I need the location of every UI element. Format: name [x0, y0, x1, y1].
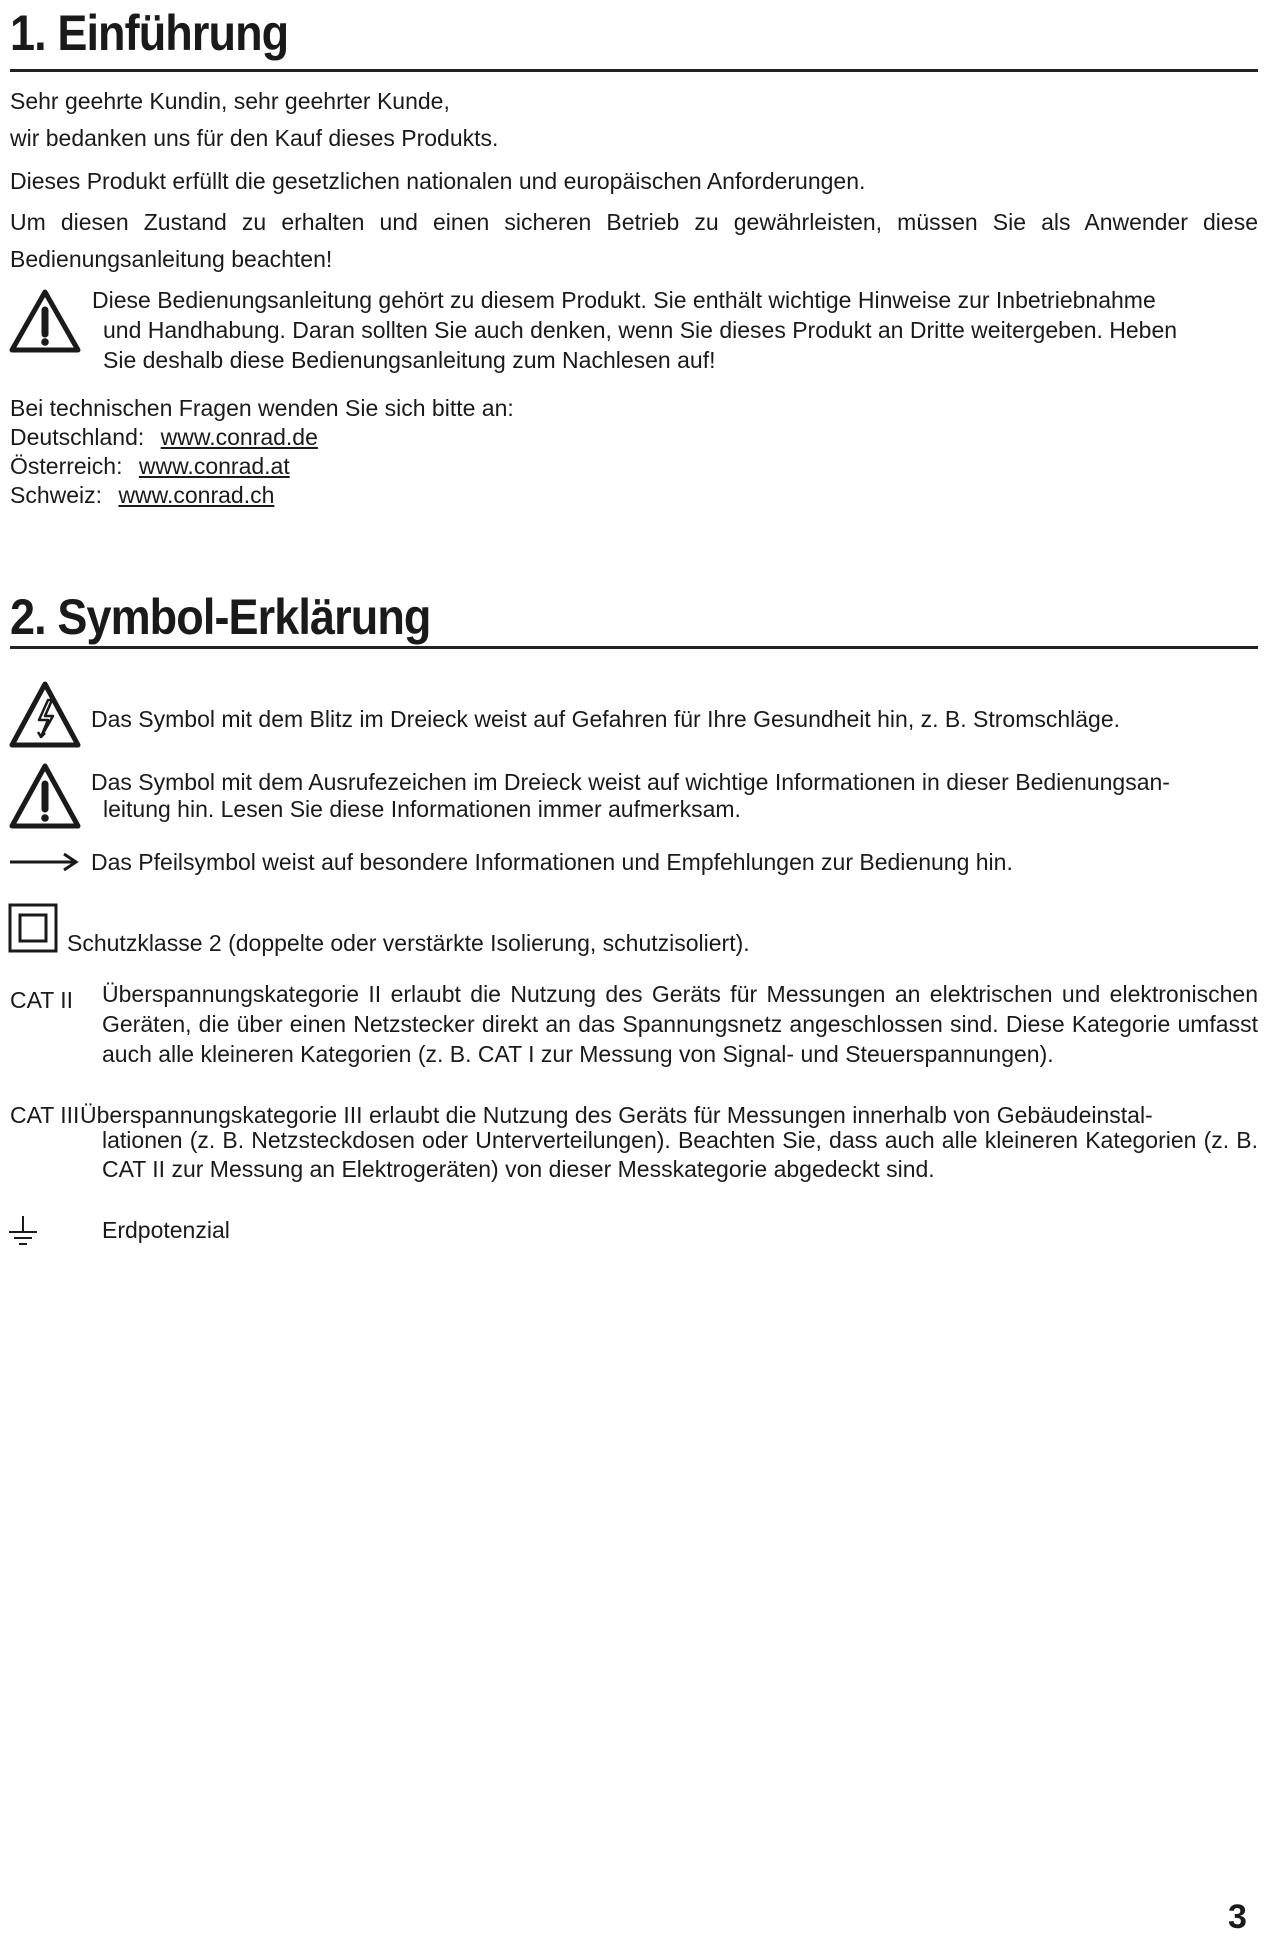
protection-class-text: Schutzklasse 2 (doppelte oder verstärkte Isolierung, schutzisoliert). [67, 930, 750, 956]
warning-line-3: Sie deshalb diese Bedienungsanleitung zum Nachlesen auf! [103, 347, 716, 373]
warning-line-2: und Handhabung. Daran sollten Sie auch denken, wenn Sie dieses Produkt an Dritte weitergeben. Heben [103, 317, 1178, 343]
lightning-text: Das Symbol mit dem Blitz im Dreieck weist auf Gefahren für Ihre Gesundheit hin, z. B. Stromschläge. [91, 706, 1121, 732]
section-2-rule [10, 646, 1258, 649]
cat3-text: lationen (z. B. Netzsteckdosen oder Unterverteilungen). Beachten Sie, dass auch alle kleineren Kategorien (z. B. CAT II zur Messung an Elektrogeräten) von dieser Messkategorie abgedeckt sind. [102, 1127, 1258, 1182]
safety-paragraph: Um diesen Zustand zu erhalten und einen sicheren Betrieb zu gewährleisten, müssen Sie als Anwender diese Bedienungsanleitung beachten! [10, 209, 1258, 272]
greeting: Sehr geehrte Kundin, sehr geehrter Kunde, [10, 88, 450, 114]
contact-url-at[interactable]: www.conrad.at [138, 453, 290, 479]
arrow-right-icon [8, 851, 80, 873]
exclamation-line-2: leitung hin. Lesen Sie diese Informationen immer aufmerksam. [103, 796, 741, 822]
cat2-text: Überspannungskategorie II erlaubt die Nutzung des Geräts für Messungen an elektrischen und elektronischen Geräten, die über einen Netzstecker direkt an das Spannungsnetz angeschlossen sind. Diese Kategorie umfasst auch alle kleineren Kategorien (z. B. CAT I zur Messung von Signal- und Steuerspannungen). [102, 981, 1258, 1067]
section-2-title: 2. Symbol-Erklärung [10, 589, 431, 645]
thanks-line: wir bedanken uns für den Kauf dieses Produkts. [10, 125, 499, 151]
contact-url-ch[interactable]: www.conrad.ch [118, 482, 275, 508]
warning-line-1: Diese Bedienungsanleitung gehört zu diesem Produkt. Sie enthält wichtige Hinweise zur Inbetriebnahme [92, 287, 1156, 313]
section-1-title: 1. Einführung [10, 5, 289, 61]
warning-triangle-icon [8, 288, 82, 354]
exclamation-line-1: Das Symbol mit dem Ausrufezeichen im Dreieck weist auf wichtige Informationen in dieser Bedienungsan- [91, 769, 1170, 795]
compliance-line: Dieses Produkt erfüllt die gesetzlichen nationalen und europäischen Anforderungen. [10, 168, 866, 194]
ground-icon [8, 1214, 38, 1248]
arrow-text: Das Pfeilsymbol weist auf besondere Informationen und Empfehlungen zur Bedienung hin. [91, 849, 1013, 875]
contact-country: Schweiz: [10, 482, 103, 508]
cat2-label: CAT II [10, 987, 74, 1013]
lightning-triangle-icon [8, 680, 82, 750]
contact-austria [10, 455, 290, 478]
section-1-rule [10, 69, 1258, 72]
contact-germany [10, 426, 318, 449]
contact-url-de[interactable]: www.conrad.de [160, 424, 318, 450]
exclamation-triangle-icon [8, 762, 82, 830]
ground-text: Erdpotenzial [102, 1217, 230, 1243]
contact-country: Deutschland: [10, 424, 145, 450]
page-number: 3 [1228, 1898, 1247, 1936]
protection-class-2-icon [8, 903, 58, 953]
contact-intro: Bei technischen Fragen wenden Sie sich bitte an: [10, 395, 514, 421]
cat3-line-1: Überspannungskategorie III erlaubt die Nutzung des Geräts für Messungen innerhalb von Gebäudeinstal- [80, 1102, 1153, 1128]
contact-country: Österreich: [10, 453, 123, 479]
cat3-label: CAT III [10, 1102, 80, 1128]
contact-switzerland [10, 484, 274, 507]
